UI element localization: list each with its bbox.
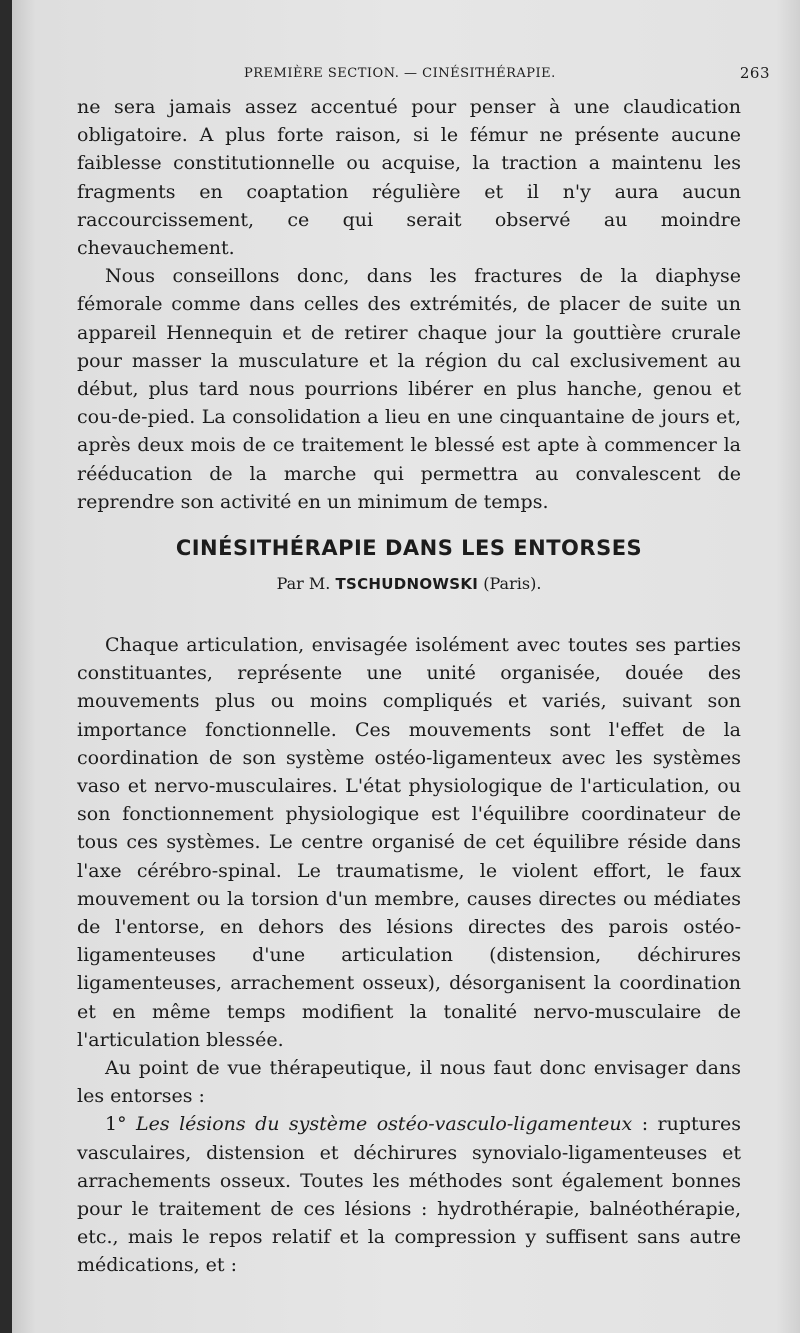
list-number: 1° [105,1113,127,1136]
paragraph-intro: Chaque articulation, envisagée isolément avec toutes ses parties constituantes, représente une unité organisée, douée des mouvements plus ou moins compliqués et variés, suivant son importance fonctionnelle. Ces mouvements sont l'effet de la coordination de son système ostéo-ligamenteux avec les systèmes vaso et nervo-musculaires. L'état physiologique de l'articulation, ou son fonctionnement physiologique est l'équilibre coordinateur de tous ces systèmes. Le centre organisé de cet équilibre réside dans l'axe cérébro-spinal. Le traumatisme, le violent effort, le faux mouvement ou la torsion d'un membre, causes directes ou médiates de l'entorse, en dehors des lésions directes des parois ostéo-ligamenteuses d'une articulation (distension, déchirures ligamenteuses, arrachement osseux), désorganisent la coordination et en même temps modifient la tonalité nervo-musculaire de l'articulation blessée. [77,634,741,1051]
text-block-article [77,631,741,1280]
page-header [12,62,800,84]
text-block-continued [77,93,741,516]
author-name: TSCHUDNOWSKI [335,575,479,593]
paragraph-continued: ne sera jamais assez accentué pour penser à une claudication obligatoire. A plus forte raison, si le fémur ne présente aucune faiblesse constitutionnelle ou acquise, la traction a maintenu les fragments en coaptation régulière et il n'y aura aucun raccourcissement, ce qui serait observé au moindre chevauchement. [77,96,741,260]
author-location: (Paris). [483,574,542,593]
lesion-text: : ruptures vasculaires, distension et déchirures synovialo-ligamenteuses et arrachements osseux. Toutes les méthodes sont également bonnes pour le traitement de ces lésions : hydrothérapie, balnéothérapie, etc., mais le repos relatif et la compression y suffisent sans autre médications, et : [77,1113,741,1277]
paragraph-conclusion: Nous conseillons donc, dans les fractures de la diaphyse fémorale comme dans celles des extrémités, de placer de suite un appareil Hennequin et de retirer chaque jour la gouttière crurale pour masser la musculature et la région du cal exclusivement au début, plus tard nous pourrions libérer en plus hanche, genou et cou-de-pied. La consolidation a lieu en une cinquantaine de jours et, après deux mois de ce traitement le blessé est apte à commencer la rééducation de la marche qui permettra au convalescent de reprendre son activité en un minimum de temps. [77,265,741,513]
byline-prefix: Par M. [276,574,331,593]
book-page [12,0,800,1333]
section-title: CINÉSITHÉRAPIE DANS LES ENTORSES [175,536,643,560]
byline [77,574,741,593]
page-number: 263 [739,64,770,82]
paragraph-lesions [77,1110,741,1279]
lesion-title: Les lésions du système ostéo-vasculo-ligamenteux [136,1113,633,1136]
paragraph-therapeutic: Au point de vue thérapeutique, il nous faut donc envisager dans les entorses : [77,1057,741,1108]
running-title: PREMIÈRE SECTION. — CINÉSITHÉRAPIE. [244,66,556,81]
